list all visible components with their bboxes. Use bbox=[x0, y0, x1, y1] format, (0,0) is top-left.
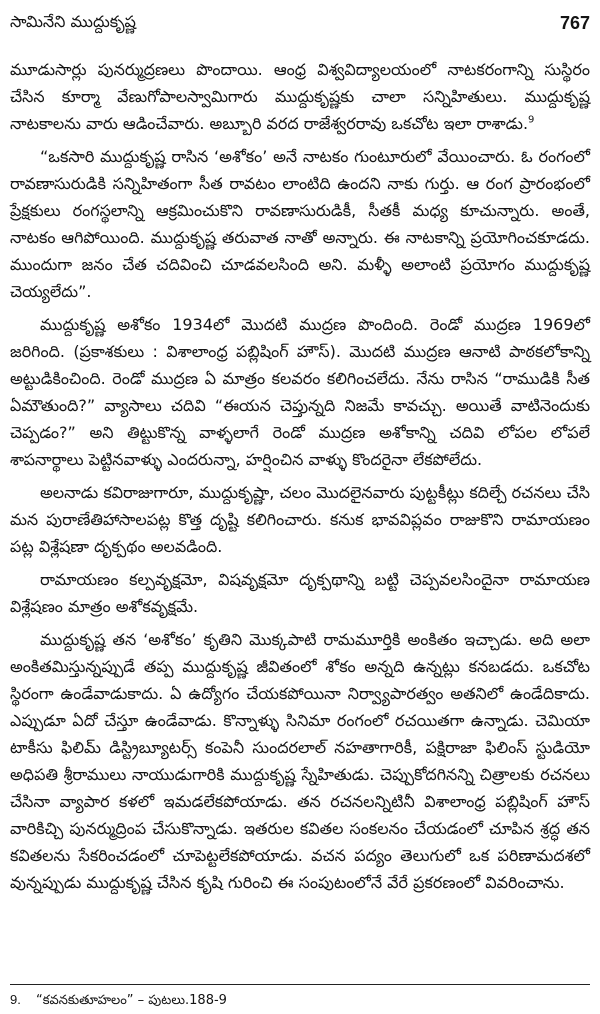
body-text bbox=[10, 56, 590, 902]
footnote-ref: 9 bbox=[528, 114, 535, 126]
paragraph: అలనాడు కవిరాజుగారూ, ముద్దుకృష్ణా, చలం మొదలైనవారు పుట్టకీట్లు కదిల్చే రచనలు చేసి మన పురాణేతిహాసాలపట్ల కొత్త దృష్టి కలిగించారు. కనుక భావవిప్లవం రాజుకొని రామాయణం పట్ల విశ్లేషణా దృక్పథం అలవడింది. bbox=[10, 483, 590, 556]
running-title: సామినేని ముద్దుకృష్ణ bbox=[10, 11, 136, 31]
page-header bbox=[10, 8, 590, 38]
footnote-rule bbox=[10, 984, 590, 985]
paragraph: రామాయణం కల్పవృక్షమో, విషవృక్షమో దృక్పథాన్ని బట్టి చెప్పవలసిందైనా రామాయణ విశ్లేషణం మాత్రం అశోకవృక్షమే. bbox=[10, 570, 590, 616]
footnote-number: 9. bbox=[10, 992, 21, 1007]
paragraph bbox=[10, 56, 590, 137]
page-number: 767 bbox=[559, 12, 590, 33]
paragraph: ముద్దుకృష్ణ అశోకం 1934లో మొదటి ముద్రణ పొందింది. రెండో ముద్రణ 1969లో జరిగింది. (ప్రకాశకులు : విశాలాంధ్ర పబ్లిషింగ్ హౌస్). మొదటి ముద్రణ ఆనాటి పాఠకలోకాన్ని అట్టుడికించింది. రెండో ముద్రణ ఏ మాత్రం కలవరం కలిగించలేదు. నేను రాసిన “రాముడికి సీత ఏమౌతుంది?” వ్యాసాలు చదివి “ఈయన చెప్తున్నది నిజమే కావచ్చు. అయితే వాటినెందుకు చెప్పడం?” అని తిట్టుకొన్న వాళ్ళలాగే రెండో ముద్రణ అశోకాన్ని చదివి లోపల లోపలే శాపనార్థాలు పెట్టినవాళ్ళు ఎందరున్నా, హర్షించిన వాళ్ళు కొందరైనా లేకపోలేదు. bbox=[10, 315, 590, 469]
block-quote-paragraph: “ఒకసారి ముద్దుకృష్ణ రాసిన ‘అశోకం’ అనే నాటకం గుంటూరులో వేయించారు. ఓ రంగంలో రావణాసురుడికి సన్నిహితంగా సీత రావటం లాంటిది ఉందని నాకు గుర్తు. ఆ రంగ ప్రారంభంలో ప్రేక్షకులు రంగస్థలాన్ని ఆక్రమించుకొని రావణాసురుడికీ, సీతకీ మధ్య కూచున్నారు. అంతే, నాటకం ఆగిపోయింది. ముద్దుకృష్ణ తరువాత నాతో అన్నారు. ఈ నాటకాన్ని ప్రయోగించకూడదు. ముందుగా జనం చేత చదివించి చూడవలసింది అని. మళ్ళీ అలాంటి ప్రయోగం ముద్దుకృష్ణ చెయ్యలేదు”. bbox=[10, 147, 590, 301]
footnote bbox=[10, 990, 590, 1011]
footnote-text: “కవనకుతూహలం” – పుటలు.188-9 bbox=[36, 993, 227, 1008]
paragraph: ముద్దుకృష్ణ తన ‘అశోకం’ కృతిని మొక్కపాటి రామమూర్తికి అంకితం ఇచ్చాడు. అది అలా అంకితమిస్తున్నప్పుడే తప్ప ముద్దుకృష్ణ జీవితంలో శోకం అన్నది ఉన్నట్లు కనబడదు. ఒకచోట స్థిరంగా ఉండేవాడుకాదు. ఏ ఉద్యోగం చేయకపోయినా నిర్వ్యాపారత్వం అతనిలో ఉండేదికాదు. ఎప్పుడూ ఏదో చేస్తూ ఉండేవాడు. కొన్నాళ్ళు సినిమా రంగంలో రచయితగా ఉన్నాడు. చెమియా టాకీసు ఫిలిమ్ డిస్ట్రిబ్యూటర్స్ కంపెనీ సుందరలాల్ నహతాగారికీ, పక్షిరాజా ఫిలింస్ స్టుడియో అధిపతి శ్రీరాములు నాయుడుగారికి ముద్దుకృష్ణ స్నేహితుడు. చెప్పుకోదగినన్ని చిత్రాలకు రచనలు చేసినా వ్యాపార కళలో ఇమడలేకపోయాడు. తన రచనలన్నిటినీ విశాలాంధ్ర పబ్లిషింగ్ హౌస్ వారికిచ్చి పునర్ముద్రింప చేసుకొన్నాడు. ఇతరుల కవితల సంకలనం చేయడంలో చూపిన శ్రద్ధ తన కవితలను సేకరించడంలో చూపెట్టలేకపోయాడు. వచన పద్యం తెలుగులో ఒక పరిణామదశలో వున్నప్పుడు ముద్దుకృష్ణ చేసిన కృషి గురించి ఈ సంపుటంలోనే వేరే ప్రకరణంలో వివరించాను. bbox=[10, 630, 590, 892]
paragraph-text: మూడుసార్లు పునర్ముద్రణలు పొందాయి. ఆంధ్ర విశ్వవిద్యాలయంలో నాటకరంగాన్ని సుస్థిరం చేసిన కూర్మా వేణుగోపాలస్వామిగారు ముద్దుకృష్ణకు చాలా సన్నిహితులు. ముద్దుకృష్ణ నాటకాలను వారు ఆడించేవారు. అబ్బూరి వరద రాజేశ్వరరావు ఒకచోట ఇలా రాశాడు. bbox=[10, 60, 590, 133]
